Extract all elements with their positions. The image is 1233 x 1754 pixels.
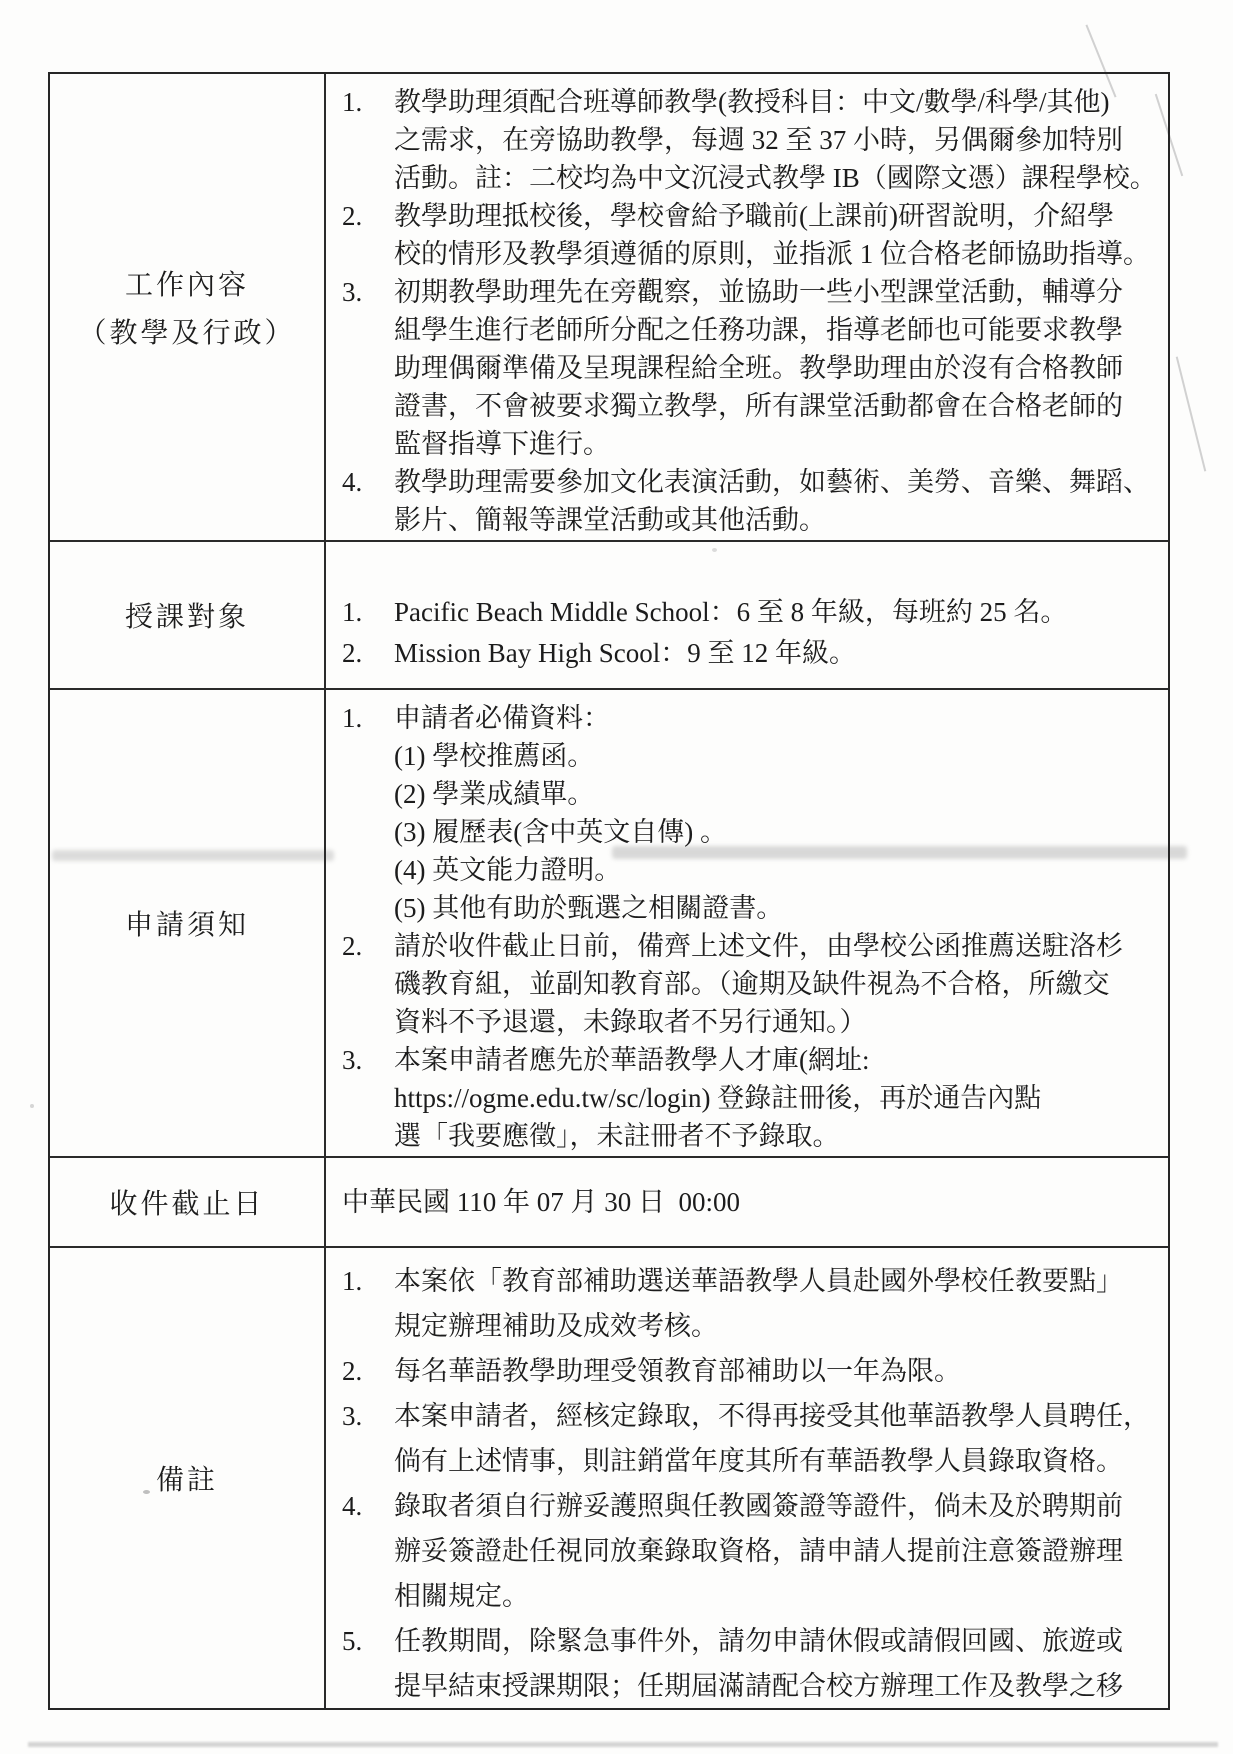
item-line: 教學助理抵校後，學校會給予職前(上課前)研習說明，介紹學 [394,201,1114,231]
list-item [342,633,1164,674]
item-line: 本案申請者，經核定錄取，不得再接受其他華語教學人員聘任， [394,1401,1150,1431]
item-line: 每名華語教學助理受領教育部補助以一年為限。 [394,1356,961,1386]
row-label-line: 工作內容 [124,270,249,301]
item-text [394,1041,1164,1155]
item-line: 教學助理須配合班導師教學(教授科目：中文/數學/科學/其他) [394,87,1110,117]
row-label-line: 申請須知 [124,910,249,941]
item-number: 1. [342,597,363,627]
item-line: 本案申請者應先於華語教學人才庫(網址: [394,1045,870,1075]
table-row-0 [50,74,1168,542]
item-text [394,83,1164,197]
item-text [394,699,1164,927]
list-item [342,463,1164,539]
list-item [342,699,1164,927]
item-text [394,463,1164,539]
list-item [342,592,1164,633]
item-line: 磯教育組，並副知教育部。（逾期及缺件視為不合格，所繳交 [394,969,1110,999]
row-label [50,1248,326,1708]
list-item [342,927,1164,1041]
item-text [394,592,1164,633]
item-number: 3. [342,277,363,307]
list-item [342,83,1164,197]
item-line: https://ogme.edu.tw/sc/login) 登錄註冊後，再於通告內點 [394,1083,1042,1113]
item-line: (1) 學校推薦函。 [394,741,595,771]
item-line: 選「我要應徵」，未註冊者不予錄取。 [394,1121,840,1151]
item-line: (4) 英文能力證明。 [394,855,622,885]
item-number: 3. [342,1045,363,1075]
item-line: 之需求，在旁協助教學，每週 32 至 37 小時，另偶爾參加特別 [394,125,1123,155]
item-line: 教學助理需要參加文化表演活動，如藝術、美勞、音樂、舞蹈、 [394,467,1150,497]
list-item [342,1185,740,1219]
list-item [342,1394,1164,1484]
item-number: 1. [342,87,363,117]
row-content [326,542,1168,688]
item-line: (2) 學業成績單。 [394,779,595,809]
document-table [48,72,1170,1710]
item-line: 錄取者須自行辦妥護照與任教國簽證等證件，倘未及於聘期前 [394,1491,1123,1521]
list-item [342,1349,1164,1394]
list-item [342,273,1164,463]
row-content [326,1248,1168,1708]
row-label-line: （教學及行政） [78,318,296,349]
item-line: 組學生進行老師所分配之任務功課，指導老師也可能要求教學 [394,315,1123,345]
item-line: 倘有上述情事，則註銷當年度其所有華語教學人員錄取資格。 [394,1446,1123,1476]
item-number: 2. [342,201,363,231]
item-text [394,273,1164,463]
scan-diagonal-artifact-3 [1176,357,1206,472]
item-line: 辦妥簽證赴任視同放棄錄取資格，請申請人提前注意簽證辦理 [394,1536,1123,1566]
item-text [394,197,1164,273]
item-text [342,1185,740,1219]
table-row-3 [50,1158,1168,1248]
item-line: Pacific Beach Middle School：6 至 8 年級，每班約 25 名。 [394,597,1068,627]
list-item [342,1484,1164,1619]
list-item [342,1619,1164,1708]
item-text [394,1349,1164,1394]
item-text [394,927,1164,1041]
row-label [50,542,326,688]
table-row-1 [50,542,1168,690]
item-line: 任教期間，除緊急事件外，請勿申請休假或請假回國、旅遊或 [394,1626,1123,1656]
row-label-line: 收件截止日 [109,1189,265,1220]
item-line: 助理偶爾準備及呈現課程給全班。教學助理由於沒有合格教師 [394,353,1123,383]
item-number: 4. [342,467,363,497]
item-text [394,1484,1164,1619]
list-item [342,1041,1164,1155]
item-line: 中華民國 110 年 07 月 30 日 00:00 [342,1187,740,1217]
item-number: 4. [342,1491,363,1521]
item-line: 請於收件截止日前，備齊上述文件，由學校公函推薦送駐洛杉 [394,931,1123,961]
item-text [394,1394,1164,1484]
item-line: 申請者必備資料： [394,703,610,733]
item-text [394,1619,1164,1708]
row-label [50,74,326,540]
item-number: 2. [342,931,363,961]
item-text [394,1259,1164,1349]
item-number: 5. [342,1626,363,1656]
item-number: 3. [342,1401,363,1431]
item-line: 提早結束授課期限；任期屆滿請配合校方辦理工作及教學之移 [394,1671,1123,1701]
item-line: Mission Bay High Scool：9 至 12 年級。 [394,638,857,668]
item-line: 活動。註：二校均為中文沉浸式教學 IB（國際文憑）課程學校。 [394,163,1157,193]
row-label-line: 授課對象 [124,602,249,633]
item-line: 校的情形及教學須遵循的原則，並指派 1 位合格老師協助指導。 [394,239,1150,269]
list-item [342,197,1164,273]
item-number: 2. [342,638,363,668]
item-line: (5) 其他有助於甄選之相關證書。 [394,893,784,923]
row-label [50,1158,326,1246]
item-number: 2. [342,1356,363,1386]
item-line: 初期教學助理先在旁觀察，並協助一些小型課堂活動，輔導分 [394,277,1123,307]
row-label-line: 備註 [155,1465,218,1496]
item-number: 1. [342,1266,363,1296]
item-line: (3) 履歷表(含中英文自傳) 。 [394,817,727,847]
scan-bottom-edge-shadow [28,1742,1218,1747]
item-number: 1. [342,703,363,733]
row-content [326,74,1168,540]
list-item [342,1259,1164,1349]
item-line: 證書，不會被要求獨立教學，所有課堂活動都會在合格老師的 [394,391,1123,421]
scan-speck [30,1104,34,1108]
table-row-4 [50,1248,1168,1708]
item-line: 資料不予退還，未錄取者不另行通知。） [394,1007,867,1037]
table-row-2 [50,690,1168,1158]
row-content [326,690,1168,1156]
item-line: 本案依「教育部補助選送華語教學人員赴國外學校任教要點」 [394,1266,1123,1296]
item-line: 監督指導下進行。 [394,429,610,459]
row-content [326,1158,1168,1246]
item-text [394,633,1164,674]
item-line: 相關規定。 [394,1581,529,1611]
item-line: 規定辦理補助及成效考核。 [394,1311,718,1341]
item-line: 影片、簡報等課堂活動或其他活動。 [394,505,826,535]
row-label [50,690,326,1156]
